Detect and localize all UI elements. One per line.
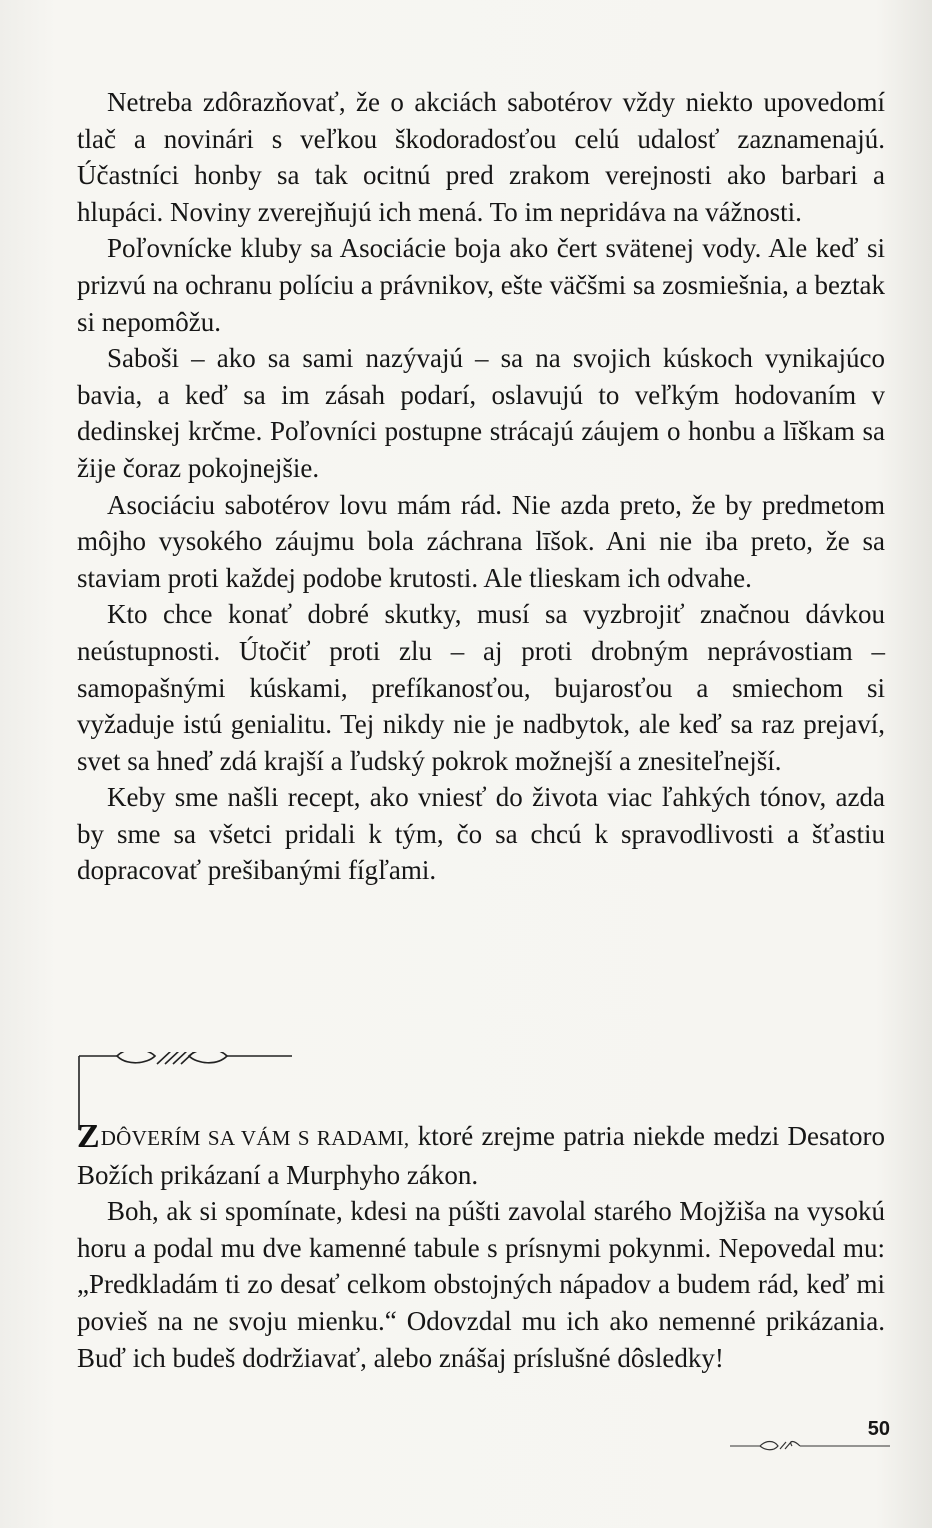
paragraph-4: Asociáciu sabotérov lovu mám rád. Nie azda preto, že by predmetom môjho vysokého záujmu bola záchrana līšok. Ani nie iba preto, že sa staviam proti každej podobe krutosti. Ale tlieskam ich odvahe. — [77, 489, 885, 593]
footer-ornament-icon — [730, 1418, 890, 1458]
paragraph-2: Poľovnícke kluby sa Asociácie boja ako čert svätenej vody. Ale keď si prizvú na ochranu políciu a právnikov, ešte väčšmi sa zosmiešnia, a beztak si nepomôžu. — [77, 233, 885, 337]
body-text — [77, 84, 885, 889]
section-text — [77, 1118, 885, 1376]
paragraph-1: Netreba zdôrazňovať, že o akciách sabotérov vždy niekto upovedomí tlač a novinári s veľkou škodoradosťou celú udalosť zaznamenajú. Účastníci honby sa tak ocitnú pred zrakom verejnosti ako barbari a hlupáci. Noviny zverejňujú ich mená. To im nepridáva na vážnosti. — [77, 87, 885, 227]
paragraph-6: Keby sme našli recept, ako vniesť do života viac ľahkých tónov, azda by sme sa všetci pridali k tým, čo sa chcú k spravodlivosti a šťastiu dopracovať prešibanými fígľami. — [77, 782, 885, 886]
section-paragraph-2: Boh, ak si spomínate, kdesi na púšti zavolal starého Mojžiša na vysokú horu a podal mu dve kamenné tabule s prísnymi pokynmi. Nepovedal mu: „Predkladám ti zo desať celkom obstojných nápadov a budem rád, keď mi povieš na ne svoju mienku.“ Odovzdal mu ich ako nemenné prikázania. Buď ich budeš dodržiavať, alebo znášaj príslušné dôsledky! — [77, 1196, 885, 1373]
paragraph-5: Kto chce konať dobré skutky, musí sa vyzbrojiť značnou dávkou neústupnosti. Útočiť proti zlu – aj proti drobným neprávostiam – samopašnými kúskami, prefíkanosťou, bujarosťou a smiechom si vyžaduje istú genialitu. Tej nikdy nie je nadbytok, ale keď sa raz prejaví, svet sa hneď zdá krajší a ľudský pokrok možnejší a znesiteľnejší. — [77, 599, 885, 776]
lead-in-smallcaps: DÔVERÍM SA VÁM S RADAMI, — [100, 1126, 410, 1150]
page-number: 50 — [867, 1418, 890, 1440]
page-footer — [730, 1418, 890, 1458]
paragraph-3: Saboši – ako sa sami nazývajú – sa na svojich kúskoch vynikajúco bavia, a keď sa im zásah podarí, oslavujú to veľkým hodovaním v dedinskej krčme. Poľovníci postupne strácajú záujem o honbu a līškam sa žije čoraz pokojnejšie. — [77, 343, 885, 483]
section-first-paragraph — [77, 1118, 885, 1193]
drop-cap: Z — [77, 1118, 100, 1155]
first-paragraph-rest: ktoré zrejme patria niekde medzi Desatoro Božích prikázaní a Murphyho zákon. — [77, 1121, 886, 1190]
